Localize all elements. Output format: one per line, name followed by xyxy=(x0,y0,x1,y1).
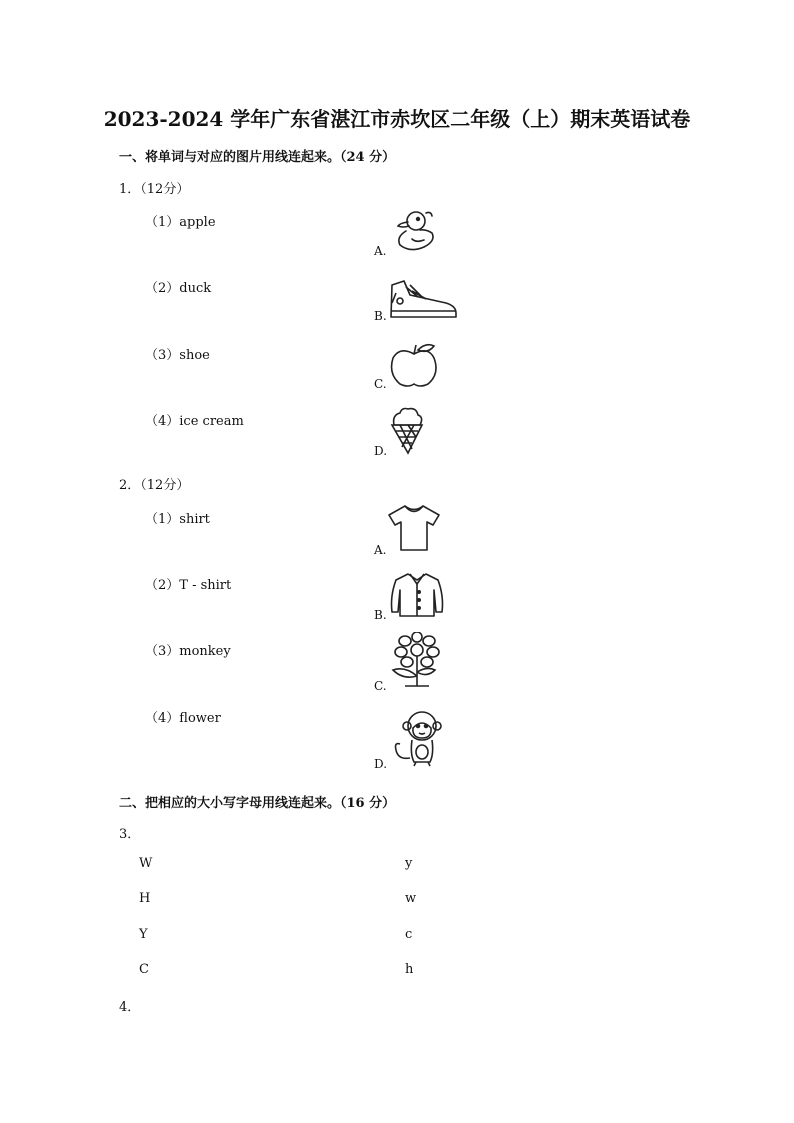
t-shirt-picture xyxy=(387,503,441,553)
uppercase-letter-2: H xyxy=(139,891,151,906)
lowercase-letter-2: w xyxy=(405,891,417,906)
question-2-label: 2．（12分） xyxy=(119,478,190,493)
q1-option-d: D. xyxy=(374,444,388,458)
uppercase-letter-1: W xyxy=(139,856,153,871)
uppercase-letter-3: Y xyxy=(139,927,148,942)
shirt-picture xyxy=(388,570,446,618)
q2-option-a: A. xyxy=(374,543,387,557)
shoe-picture xyxy=(388,279,460,321)
question-3-label: 3． xyxy=(119,827,141,842)
q1-option-c: C. xyxy=(374,377,387,391)
lowercase-letter-4: h xyxy=(405,962,414,977)
apple-picture xyxy=(388,342,440,388)
ice-cream-picture xyxy=(390,405,424,455)
q2-option-c: C. xyxy=(374,679,387,693)
section-2-heading: 二、把相应的大小写字母用线连起来。（16 分） xyxy=(119,796,396,811)
lowercase-letter-3: c xyxy=(405,927,413,942)
q1-word-4: （4）ice cream xyxy=(145,414,244,429)
question-1-label: 1．（12分） xyxy=(119,182,190,197)
flower-picture xyxy=(387,632,447,688)
section-1-heading: 一、将单词与对应的图片用线连起来。（24 分） xyxy=(119,150,396,165)
q1-word-2: （2）duck xyxy=(145,281,212,296)
question-4-label: 4． xyxy=(119,1000,141,1015)
q2-option-d: D. xyxy=(374,757,388,771)
q1-option-b: B. xyxy=(374,309,387,323)
page-title: 2023-2024 学年广东省湛江市赤坎区二年级（上）期末英语试卷 xyxy=(103,107,691,131)
lowercase-letter-1: y xyxy=(405,856,413,871)
q2-option-b: B. xyxy=(374,608,387,622)
q1-option-a: A. xyxy=(374,244,387,258)
q2-word-1: （1）shirt xyxy=(145,512,210,527)
q1-word-1: （1）apple xyxy=(145,215,216,230)
duck-picture xyxy=(386,207,442,255)
q2-word-4: （4）flower xyxy=(145,711,221,726)
q2-word-3: （3）monkey xyxy=(145,644,231,659)
monkey-picture xyxy=(388,708,448,768)
uppercase-letter-4: C xyxy=(139,962,149,977)
q1-word-3: （3）shoe xyxy=(145,348,210,363)
q2-word-2: （2）T - shirt xyxy=(145,578,232,593)
